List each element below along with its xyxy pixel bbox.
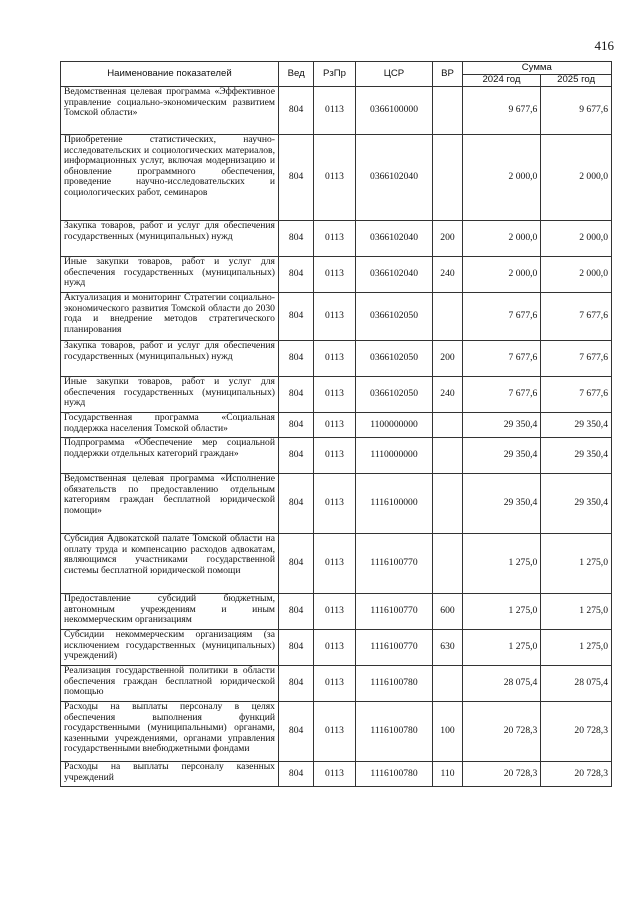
table-row bbox=[61, 87, 612, 135]
table-row bbox=[61, 221, 612, 257]
row-rzpr: 0113 bbox=[314, 135, 355, 221]
row-sum-2024: 7 677,6 bbox=[462, 377, 541, 413]
row-csr: 0366102040 bbox=[355, 135, 433, 221]
row-sum-2025: 1 275,0 bbox=[541, 594, 612, 630]
row-rzpr: 0113 bbox=[314, 666, 355, 702]
row-sum-2025: 29 350,4 bbox=[541, 474, 612, 534]
row-vr: 200 bbox=[433, 221, 462, 257]
row-name: Расходы на выплаты персоналу в целях обеспечения выполнения функций государственными (муниципальными) органами, казенными учреждениями, органами управления государственными внебюджетными фондами bbox=[61, 702, 279, 762]
row-vr: 200 bbox=[433, 341, 462, 377]
row-vr: 110 bbox=[433, 762, 462, 787]
row-vr bbox=[433, 413, 462, 438]
row-vr: 600 bbox=[433, 594, 462, 630]
row-sum-2024: 2 000,0 bbox=[462, 135, 541, 221]
row-vr: 240 bbox=[433, 377, 462, 413]
row-vr bbox=[433, 474, 462, 534]
row-sum-2025: 7 677,6 bbox=[541, 377, 612, 413]
row-sum-2025: 1 275,0 bbox=[541, 534, 612, 594]
row-name: Государственная программа «Социальная поддержка населения Томской области» bbox=[61, 413, 279, 438]
row-sum-2024: 29 350,4 bbox=[462, 413, 541, 438]
header-ved: Вед bbox=[278, 62, 313, 87]
table-row bbox=[61, 762, 612, 787]
row-sum-2024: 20 728,3 bbox=[462, 702, 541, 762]
row-sum-2025: 2 000,0 bbox=[541, 257, 612, 293]
row-vr bbox=[433, 293, 462, 341]
row-ved: 804 bbox=[278, 413, 313, 438]
row-sum-2025: 9 677,6 bbox=[541, 87, 612, 135]
row-rzpr: 0113 bbox=[314, 534, 355, 594]
row-ved: 804 bbox=[278, 341, 313, 377]
row-rzpr: 0113 bbox=[314, 762, 355, 787]
row-rzpr: 0113 bbox=[314, 594, 355, 630]
row-ved: 804 bbox=[278, 87, 313, 135]
row-sum-2025: 7 677,6 bbox=[541, 293, 612, 341]
row-sum-2024: 1 275,0 bbox=[462, 534, 541, 594]
table-row bbox=[61, 702, 612, 762]
row-rzpr: 0113 bbox=[314, 630, 355, 666]
table-row bbox=[61, 594, 612, 630]
row-rzpr: 0113 bbox=[314, 377, 355, 413]
row-name: Приобретение статистических, научно-исследовательских и социологических материалов, информационных услуг, включая модернизацию и обновление программного обеспечения, проведение научно-исследовательских и социологических работ, семинаров bbox=[61, 135, 279, 221]
table-row bbox=[61, 135, 612, 221]
row-ved: 804 bbox=[278, 135, 313, 221]
table-row bbox=[61, 474, 612, 534]
row-ved: 804 bbox=[278, 221, 313, 257]
table-row bbox=[61, 293, 612, 341]
row-vr bbox=[433, 666, 462, 702]
row-vr: 100 bbox=[433, 702, 462, 762]
row-name: Субсидия Адвокатской палате Томской области на оплату труда и компенсацию расходов адвокатам, являющимся участниками государственной системы бесплатной юридической помощи bbox=[61, 534, 279, 594]
row-sum-2024: 7 677,6 bbox=[462, 293, 541, 341]
row-sum-2024: 9 677,6 bbox=[462, 87, 541, 135]
row-sum-2024: 1 275,0 bbox=[462, 630, 541, 666]
row-rzpr: 0113 bbox=[314, 293, 355, 341]
row-name: Иные закупки товаров, работ и услуг для обеспечения государственных (муниципальных) нужд bbox=[61, 257, 279, 293]
row-sum-2025: 20 728,3 bbox=[541, 702, 612, 762]
row-csr: 1116100780 bbox=[355, 666, 433, 702]
table-row bbox=[61, 534, 612, 594]
table-row bbox=[61, 341, 612, 377]
header-year-2025: 2025 год bbox=[541, 75, 612, 87]
header-vr: ВР bbox=[433, 62, 462, 87]
row-rzpr: 0113 bbox=[314, 413, 355, 438]
row-sum-2024: 29 350,4 bbox=[462, 438, 541, 474]
row-sum-2024: 28 075,4 bbox=[462, 666, 541, 702]
row-ved: 804 bbox=[278, 438, 313, 474]
row-ved: 804 bbox=[278, 534, 313, 594]
row-csr: 1116100780 bbox=[355, 702, 433, 762]
row-csr: 0366102040 bbox=[355, 221, 433, 257]
row-vr bbox=[433, 438, 462, 474]
row-ved: 804 bbox=[278, 474, 313, 534]
row-ved: 804 bbox=[278, 762, 313, 787]
row-name: Ведомственная целевая программа «Эффективное управление социально-экономическим развитием Томской области» bbox=[61, 87, 279, 135]
row-ved: 804 bbox=[278, 377, 313, 413]
row-ved: 804 bbox=[278, 666, 313, 702]
row-name: Закупка товаров, работ и услуг для обеспечения государственных (муниципальных) нужд bbox=[61, 221, 279, 257]
row-rzpr: 0113 bbox=[314, 474, 355, 534]
table-row bbox=[61, 630, 612, 666]
row-name: Предоставление субсидий бюджетным, автономным учреждениям и иным некоммерческим организациям bbox=[61, 594, 279, 630]
row-vr bbox=[433, 534, 462, 594]
row-sum-2025: 28 075,4 bbox=[541, 666, 612, 702]
row-name: Закупка товаров, работ и услуг для обеспечения государственных (муниципальных) нужд bbox=[61, 341, 279, 377]
row-sum-2024: 2 000,0 bbox=[462, 257, 541, 293]
header-rzpr: РзПр bbox=[314, 62, 355, 87]
row-csr: 1100000000 bbox=[355, 413, 433, 438]
row-sum-2025: 2 000,0 bbox=[541, 135, 612, 221]
row-sum-2024: 7 677,6 bbox=[462, 341, 541, 377]
row-sum-2024: 2 000,0 bbox=[462, 221, 541, 257]
row-rzpr: 0113 bbox=[314, 87, 355, 135]
row-csr: 0366100000 bbox=[355, 87, 433, 135]
row-csr: 1110000000 bbox=[355, 438, 433, 474]
budget-table bbox=[60, 61, 612, 787]
row-sum-2025: 29 350,4 bbox=[541, 438, 612, 474]
row-sum-2025: 29 350,4 bbox=[541, 413, 612, 438]
header-year-2024: 2024 год bbox=[462, 75, 541, 87]
row-vr: 240 bbox=[433, 257, 462, 293]
page-number: 416 bbox=[594, 38, 614, 53]
row-rzpr: 0113 bbox=[314, 702, 355, 762]
row-sum-2025: 7 677,6 bbox=[541, 341, 612, 377]
table-row bbox=[61, 413, 612, 438]
row-vr bbox=[433, 87, 462, 135]
header-sum: Сумма bbox=[462, 62, 611, 75]
table-row bbox=[61, 257, 612, 293]
table-header bbox=[61, 62, 612, 87]
row-rzpr: 0113 bbox=[314, 257, 355, 293]
header-name: Наименование показателей bbox=[61, 62, 279, 87]
row-sum-2025: 1 275,0 bbox=[541, 630, 612, 666]
row-csr: 0366102050 bbox=[355, 341, 433, 377]
header-csr: ЦСР bbox=[355, 62, 433, 87]
row-vr bbox=[433, 135, 462, 221]
row-rzpr: 0113 bbox=[314, 221, 355, 257]
table-row bbox=[61, 666, 612, 702]
row-csr: 0366102050 bbox=[355, 377, 433, 413]
table-row bbox=[61, 438, 612, 474]
row-csr: 0366102040 bbox=[355, 257, 433, 293]
row-sum-2024: 29 350,4 bbox=[462, 474, 541, 534]
row-vr: 630 bbox=[433, 630, 462, 666]
row-ved: 804 bbox=[278, 594, 313, 630]
row-ved: 804 bbox=[278, 293, 313, 341]
row-csr: 0366102050 bbox=[355, 293, 433, 341]
row-sum-2024: 1 275,0 bbox=[462, 594, 541, 630]
row-name: Субсидии некоммерческим организациям (за исключением государственных (муниципальных) учреждений) bbox=[61, 630, 279, 666]
row-sum-2025: 20 728,3 bbox=[541, 762, 612, 787]
row-csr: 1116100770 bbox=[355, 534, 433, 594]
row-sum-2025: 2 000,0 bbox=[541, 221, 612, 257]
row-csr: 1116100000 bbox=[355, 474, 433, 534]
row-name: Подпрограмма «Обеспечение мер социальной поддержки отдельных категорий граждан» bbox=[61, 438, 279, 474]
row-ved: 804 bbox=[278, 702, 313, 762]
row-ved: 804 bbox=[278, 630, 313, 666]
row-csr: 1116100780 bbox=[355, 762, 433, 787]
row-rzpr: 0113 bbox=[314, 438, 355, 474]
row-name: Реализация государственной политики в области обеспечения граждан бесплатной юридической помощью bbox=[61, 666, 279, 702]
row-name: Иные закупки товаров, работ и услуг для обеспечения государственных (муниципальных) нужд bbox=[61, 377, 279, 413]
row-name: Актуализация и мониторинг Стратегии социально-экономического развития Томской области до 2030 года и внедрение методов стратегического планирования bbox=[61, 293, 279, 341]
row-csr: 1116100770 bbox=[355, 594, 433, 630]
row-csr: 1116100770 bbox=[355, 630, 433, 666]
row-name: Расходы на выплаты персоналу казенных учреждений bbox=[61, 762, 279, 787]
row-name: Ведомственная целевая программа «Исполнение обязательств по предоставлению отдельным категориям граждан бесплатной юридической помощи» bbox=[61, 474, 279, 534]
table-row bbox=[61, 377, 612, 413]
row-ved: 804 bbox=[278, 257, 313, 293]
table-body bbox=[61, 87, 612, 787]
row-sum-2024: 20 728,3 bbox=[462, 762, 541, 787]
row-rzpr: 0113 bbox=[314, 341, 355, 377]
